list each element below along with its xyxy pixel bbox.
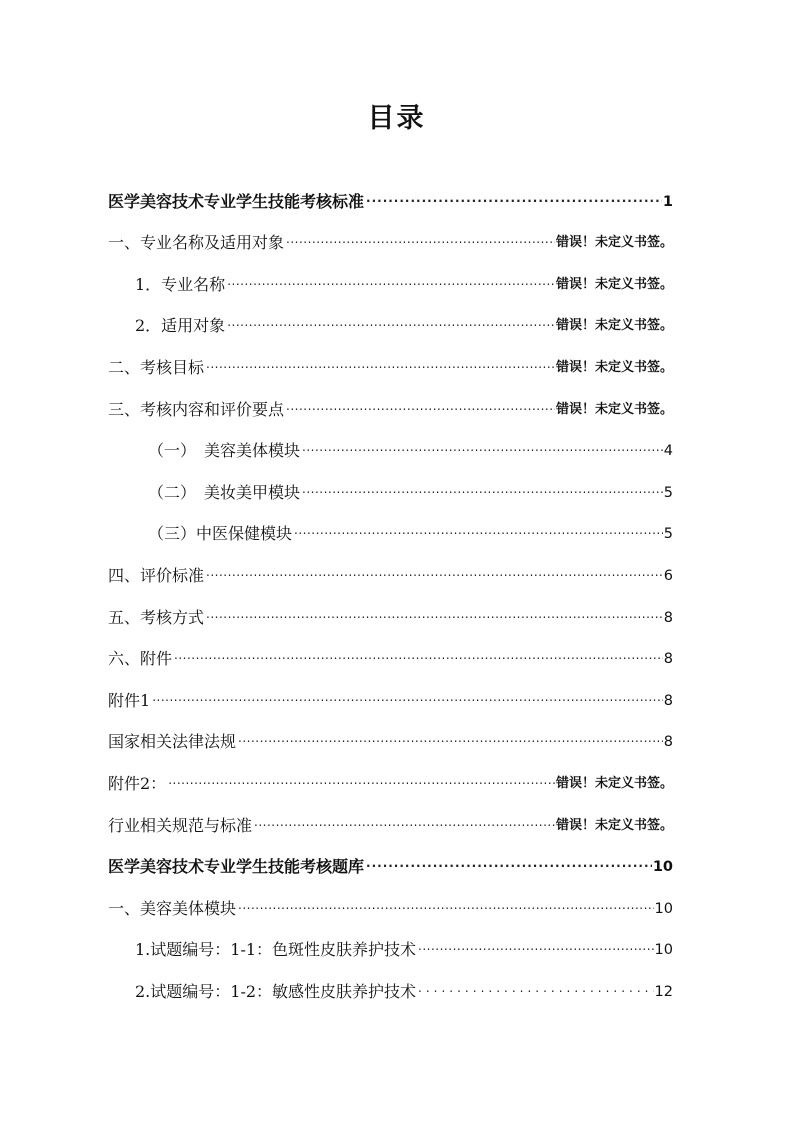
toc-entry-target-audience[interactable] xyxy=(108,295,673,337)
toc-entry-assessment-method[interactable] xyxy=(108,586,673,628)
toc-page-number: 8 xyxy=(663,609,673,626)
toc-entry-attachments[interactable] xyxy=(108,628,673,670)
toc-entry-text: 医学美容技术专业学生技能考核标准 xyxy=(108,191,365,211)
dot-leader xyxy=(294,520,663,540)
toc-entry-text: （二） 美妆美甲模块 xyxy=(148,482,301,502)
toc-page-number: 错误！未定义书签。 xyxy=(555,401,673,417)
toc-entry-beauty-body-module[interactable] xyxy=(108,420,673,462)
toc-page-number: 8 xyxy=(663,734,673,751)
toc-page-number: 错误！未定义书签。 xyxy=(555,775,673,791)
toc-page-number: 5 xyxy=(663,484,673,501)
table-of-contents xyxy=(108,170,673,1002)
toc-entry-industry-standards[interactable] xyxy=(108,794,673,836)
dot-leader xyxy=(206,604,663,624)
toc-page-number: 错误！未定义书签。 xyxy=(555,817,673,833)
dot-leader xyxy=(302,437,663,457)
dot-leader xyxy=(418,978,654,998)
toc-page-number: 4 xyxy=(663,443,673,460)
dot-leader xyxy=(254,812,555,832)
toc-page-number: 8 xyxy=(663,651,673,668)
dot-leader xyxy=(366,188,662,208)
toc-entry-text: 五、考核方式 xyxy=(108,607,205,627)
toc-page-number: 错误！未定义书签。 xyxy=(555,235,673,251)
dot-leader xyxy=(238,728,663,748)
toc-page-number: 6 xyxy=(663,567,673,584)
toc-page-number: 10 xyxy=(654,900,673,917)
toc-entry-text: 附件1 xyxy=(108,690,151,710)
dot-leader xyxy=(366,853,652,873)
toc-entry-text: 行业相关规范与标准 xyxy=(108,815,253,835)
dot-leader xyxy=(174,645,663,665)
toc-entry-text: 一、专业名称及适用对象 xyxy=(108,233,285,253)
dot-leader xyxy=(206,562,663,582)
dot-leader xyxy=(206,354,555,374)
toc-entry-text: 三、考核内容和评价要点 xyxy=(108,399,285,419)
toc-entry-major-name-and-target[interactable] xyxy=(108,212,673,254)
toc-entry-text: 国家相关法律法规 xyxy=(108,732,237,752)
toc-entry-beauty-body-section[interactable] xyxy=(108,877,673,919)
dot-leader xyxy=(152,687,663,707)
toc-entry-national-laws[interactable] xyxy=(108,711,673,753)
toc-entry-question-bank[interactable] xyxy=(108,836,673,878)
toc-entry-text: （一） 美容美体模块 xyxy=(148,441,301,461)
toc-entry-text: 四、评价标准 xyxy=(108,565,205,585)
toc-page-number: 5 xyxy=(663,526,673,543)
toc-entry-evaluation-criteria[interactable] xyxy=(108,544,673,586)
toc-entry-content-and-evaluation[interactable] xyxy=(108,378,673,420)
toc-entry-text: 一、美容美体模块 xyxy=(108,898,237,918)
toc-page-number: 12 xyxy=(654,983,673,1000)
toc-page-number: 10 xyxy=(654,942,673,959)
toc-page-number: 10 xyxy=(652,859,673,876)
toc-entry-question-1-2[interactable] xyxy=(108,960,673,1002)
toc-title: 目录 xyxy=(367,103,426,134)
toc-entry-text: 2.试题编号：1-2：敏感性皮肤养护技术 xyxy=(135,981,417,1001)
dot-leader xyxy=(286,229,555,249)
toc-entry-text: 2．适用对象 xyxy=(135,316,226,336)
toc-entry-text: 1．专业名称 xyxy=(135,274,226,294)
toc-entry-attachment-1[interactable] xyxy=(108,669,673,711)
toc-entry-makeup-nail-module[interactable] xyxy=(108,461,673,503)
toc-entry-text: 附件2： xyxy=(108,773,167,793)
dot-leader xyxy=(227,312,555,332)
toc-page-number: 错误！未定义书签。 xyxy=(555,276,673,292)
toc-entry-text: （三）中医保健模块 xyxy=(148,524,293,544)
toc-entry-question-1-1[interactable] xyxy=(108,919,673,961)
toc-entry-tcm-health-module[interactable] xyxy=(108,503,673,545)
dot-leader xyxy=(302,479,663,499)
toc-entry-assessment-standard[interactable] xyxy=(108,170,673,212)
dot-leader xyxy=(418,936,654,956)
toc-entry-text: 医学美容技术专业学生技能考核题库 xyxy=(108,857,365,877)
toc-entry-major-name[interactable] xyxy=(108,253,673,295)
toc-entry-text: 1.试题编号：1-1：色斑性皮肤养护技术 xyxy=(135,940,417,960)
dot-leader xyxy=(227,271,555,291)
toc-page-number: 错误！未定义书签。 xyxy=(555,359,673,375)
dot-leader xyxy=(238,895,654,915)
dot-leader xyxy=(286,396,555,416)
dot-leader xyxy=(168,770,555,790)
toc-entry-assessment-goals[interactable] xyxy=(108,336,673,378)
toc-entry-text: 二、考核目标 xyxy=(108,357,205,377)
toc-entry-attachment-2[interactable] xyxy=(108,752,673,794)
toc-page-number: 错误！未定义书签。 xyxy=(555,318,673,334)
toc-page-number: 1 xyxy=(662,193,673,210)
toc-page-number: 8 xyxy=(663,692,673,709)
toc-entry-text: 六、附件 xyxy=(108,649,173,669)
